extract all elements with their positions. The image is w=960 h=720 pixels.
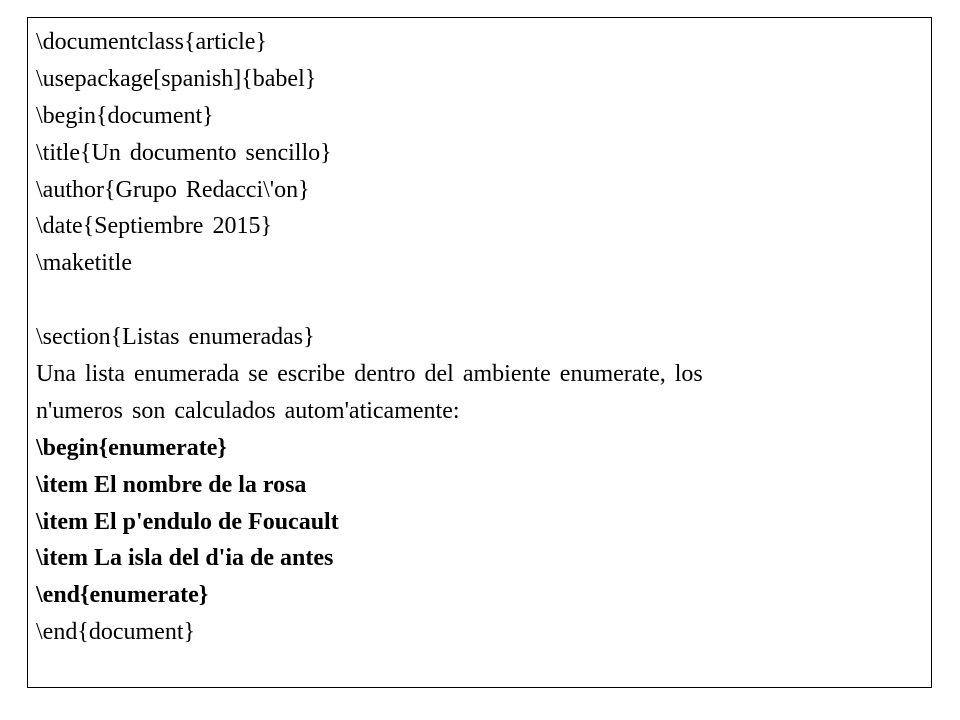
enumerate-item-line: \item El p'endulo de Foucault [36,508,339,535]
blank-line [36,282,926,319]
code-line: \maketitle [36,250,132,277]
code-line: \usepackage[spanish]{babel} [36,65,317,92]
body-text-line: n'umeros son calculados autom'aticamente: [36,397,460,424]
enumerate-item-line: \item La isla del d'ia de antes [36,545,334,572]
code-line: \date{Septiembre 2015} [36,213,272,240]
code-line: \begin{document} [36,102,214,129]
code-line: \documentclass{article} [36,29,267,55]
latex-source [36,24,926,651]
code-line: \author{Grupo Redacci\'on} [36,176,310,203]
code-line: \section{Listas enumeradas} [36,324,315,351]
enumerate-begin-line: \begin{enumerate} [36,434,227,461]
body-text-line: Una lista enumerada se escribe dentro del ambiente enumerate, los [36,361,703,388]
code-line: \title{Un documento sencillo} [36,139,332,166]
code-line: \end{document} [36,619,195,646]
enumerate-end-line: \end{enumerate} [36,582,209,609]
enumerate-item-line: \item El nombre de la rosa [36,471,307,498]
